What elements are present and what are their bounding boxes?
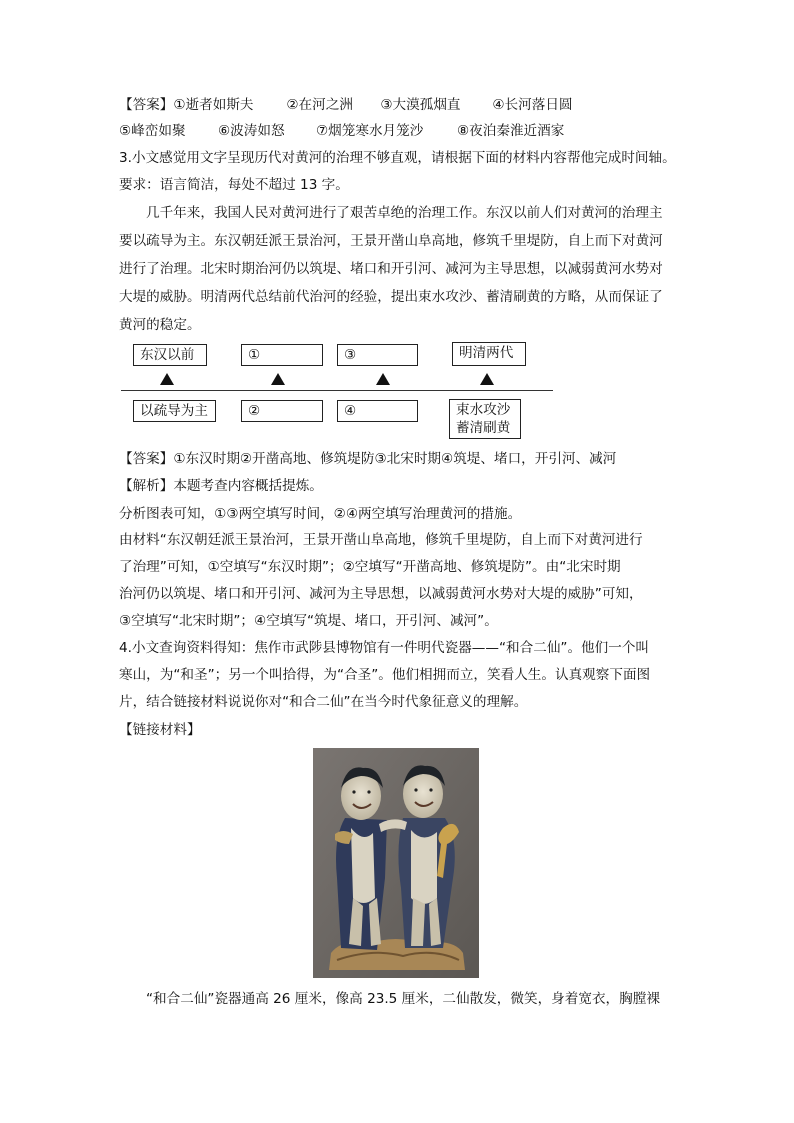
timeline-bottom-3: ④ <box>337 400 418 422</box>
answer-item: ②在河之洲 <box>286 97 353 113</box>
q3-analysis-3: 了治理”可知，①空填写“东汉时期”；②空填写“开凿高地、修筑堤防”。由“北宋时期 <box>119 559 621 575</box>
timeline-bottom-4-line-2: 蓄清刷黄 <box>456 420 511 436</box>
answer-item: ⑤峰峦如聚 <box>119 123 186 139</box>
timeline-bottom-4 <box>449 399 521 439</box>
answer-item: ③大漠孤烟直 <box>380 97 461 113</box>
timeline-top-2: ① <box>241 344 323 366</box>
q3-line-1: 3.小文感觉用文字呈现历代对黄河的治理不够直观，请根据下面的材料内容帮他完成时间轴。 <box>119 150 676 166</box>
timeline-top-1: 东汉以前 <box>133 344 207 366</box>
answer-line-1 <box>119 92 679 118</box>
q3-passage-4: 大堤的威胁。明清两代总结前代治河的经验，提出束水攻沙、蓄清刷黄的方略，从而保证了 <box>119 289 663 305</box>
answer-item: ①逝者如斯夫 <box>173 97 254 113</box>
timeline-top-3: ③ <box>337 344 418 366</box>
q4-line-3: 片，结合链接材料说说你对“和合二仙”在当今时代象征意义的理解。 <box>119 694 528 710</box>
timeline-bottom-2: ② <box>241 400 323 422</box>
statue-caption: “和合二仙”瓷器通高 26 厘米，像高 23.5 厘米，二仙散发，微笑，身着宽衣，胸膛裸 <box>146 991 660 1007</box>
answer-line-2 <box>119 118 679 144</box>
q3-passage-5: 黄河的稳定。 <box>119 317 201 333</box>
q4-line-2: 寒山，为“和圣”；另一个叫拾得，为“合圣”。他们相拥而立，笑看人生。认真观察下面图 <box>119 667 651 683</box>
timeline-axis <box>121 390 553 391</box>
statue-photo <box>313 748 479 978</box>
q3-line-2: 要求：语言简洁，每处不超过 13 字。 <box>119 177 349 193</box>
q3-passage-3: 进行了治理。北宋时期治河仍以筑堤、堵口和开引河、减河为主导思想，以减弱黄河水势对 <box>119 261 663 277</box>
q3-analysis-label: 【解析】本题考查内容概括提炼。 <box>119 478 323 494</box>
q3-passage-1: 几千年来，我国人民对黄河进行了艰苦卓绝的治理工作。东汉以前人们对黄河的治理主 <box>146 205 663 221</box>
timeline-marker-icon <box>271 373 285 385</box>
timeline-marker-icon <box>376 373 390 385</box>
timeline-bottom-1: 以疏导为主 <box>133 400 216 422</box>
timeline-marker-icon <box>160 373 174 385</box>
q3-passage-2: 要以疏导为主。东汉朝廷派王景治河，王景开凿山阜高地，修筑千里堤防，自上而下对黄河 <box>119 233 663 249</box>
q3-analysis-2: 由材料“东汉朝廷派王景治河，王景开凿山阜高地，修筑千里堤防，自上而下对黄河进行 <box>119 532 643 548</box>
answer-item: ⑦烟笼寒水月笼沙 <box>316 123 424 139</box>
answer-item: ⑥波涛如怒 <box>218 123 285 139</box>
q4-link-label: 【链接材料】 <box>119 722 201 738</box>
q3-analysis-1: 分析图表可知，①③两空填写时间，②④两空填写治理黄河的措施。 <box>119 506 522 522</box>
timeline-marker-icon <box>480 373 494 385</box>
q3-answer: 【答案】①东汉时期②开凿高地、修筑堤防③北宋时期④筑堤、堵口，开引河、减河 <box>119 451 617 467</box>
q3-analysis-4: 治河仍以筑堤、堵口和开引河、减河为主导思想，以减弱黄河水势对大堤的威胁”可知， <box>119 586 643 602</box>
timeline-top-4: 明清两代 <box>452 342 526 366</box>
q4-line-1: 4.小文查询资料得知：焦作市武陟县博物馆有一件明代瓷器——“和合二仙”。他们一个叫 <box>119 640 650 656</box>
q3-analysis-5: ③空填写“北宋时期”；④空填写“筑堤、堵口，开引河、减河”。 <box>119 613 498 629</box>
answer-item: ⑧夜泊秦淮近酒家 <box>457 123 565 139</box>
he-he-er-xian-statue-image <box>313 748 479 978</box>
timeline-bottom-4-line-1: 束水攻沙 <box>456 402 511 418</box>
answer-label: 【答案】 <box>119 97 174 113</box>
answer-item: ④长河落日圆 <box>492 97 573 113</box>
